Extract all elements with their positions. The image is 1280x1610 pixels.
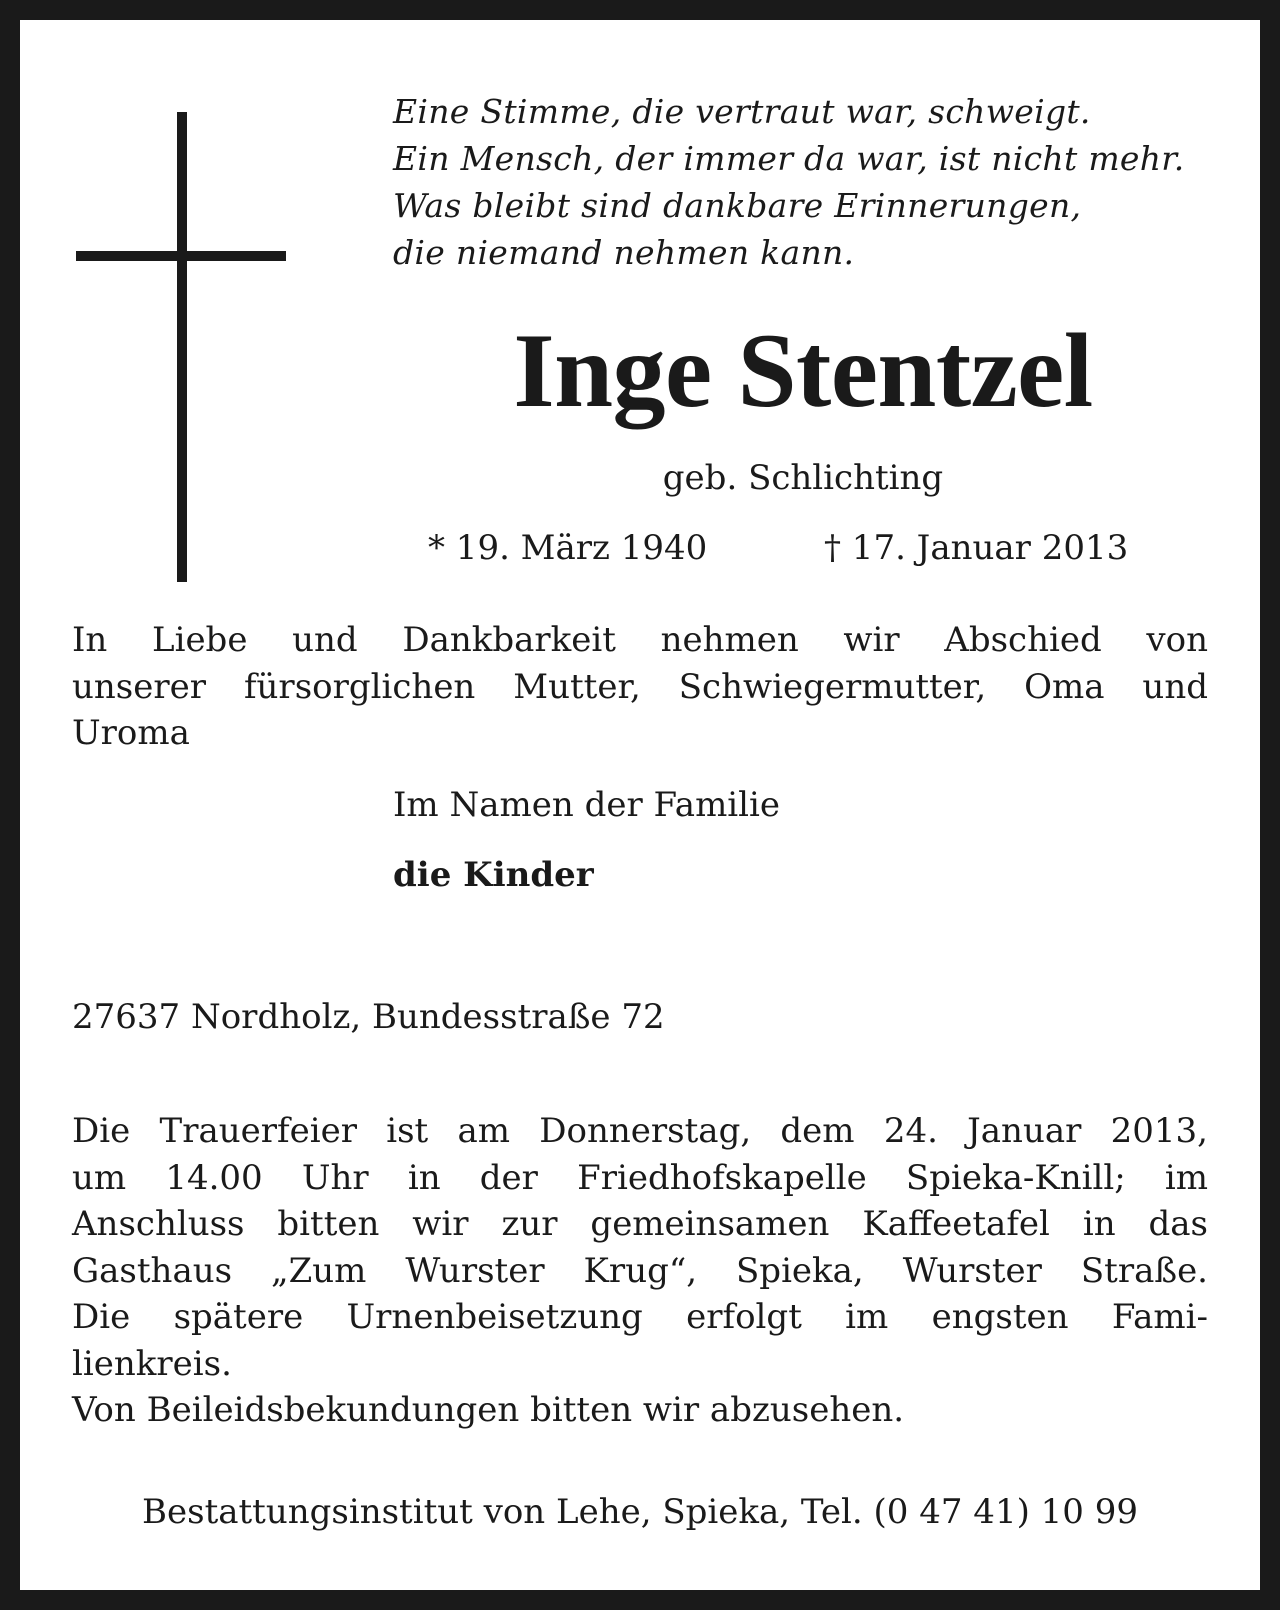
quote-line: Ein Mensch, der immer da war, ist nicht mehr. xyxy=(393,139,1185,178)
signers: die Kinder xyxy=(393,855,594,895)
farewell-line: Uroma xyxy=(72,713,190,753)
family-address: 27637 Nordholz, Bundesstraße 72 xyxy=(72,997,665,1037)
quote-line: Eine Stimme, die vertraut war, schweigt. xyxy=(393,92,1091,131)
farewell-line: unserer fürsorglichen Mutter, Schwiegermutter, Oma und xyxy=(72,666,1208,707)
funeral-line: um 14.00 Uhr in der Friedhofskapelle Spieka-Knill; im xyxy=(72,1157,1208,1198)
funeral-line: Die spätere Urnenbeisetzung erfolgt im engsten Fami- xyxy=(72,1297,1208,1337)
funeral-line: Anschluss bitten wir zur gemeinsamen Kaffeetafel in das xyxy=(72,1204,1208,1244)
funeral-line: Gasthaus „Zum Wurster Krug“, Spieka, Wurster Straße. xyxy=(72,1250,1208,1291)
quote-line: die niemand nehmen kann. xyxy=(393,233,855,272)
farewell-text xyxy=(72,617,1208,757)
cross-icon-vertical xyxy=(177,112,187,582)
family-signature: Im Namen der Familie xyxy=(393,785,781,825)
farewell-line: In Liebe und Dankbarkeit nehmen wir Abschied von xyxy=(72,620,1208,660)
funeral-line: lienkreis. xyxy=(72,1343,232,1384)
funeral-line: Die Trauerfeier ist am Donnerstag, dem 24. Januar 2013, xyxy=(72,1111,1208,1151)
funeral-line: Von Beileidsbekundungen bitten wir abzusehen. xyxy=(72,1390,905,1430)
birth-date: * 19. März 1940 xyxy=(428,528,708,568)
death-date: † 17. Januar 2013 xyxy=(824,528,1129,568)
undertaker-info: Bestattungsinstitut von Lehe, Spieka, Tel. (0 47 41) 10 99 xyxy=(142,1492,1138,1532)
deceased-name: Inge Stentzel xyxy=(513,312,1093,429)
funeral-info xyxy=(72,1108,1208,1434)
maiden-name: geb. Schlichting xyxy=(662,458,944,498)
memorial-quote xyxy=(393,88,1223,276)
cross-icon-horizontal xyxy=(76,251,286,261)
quote-line: Was bleibt sind dankbare Erinnerungen, xyxy=(393,186,1082,225)
